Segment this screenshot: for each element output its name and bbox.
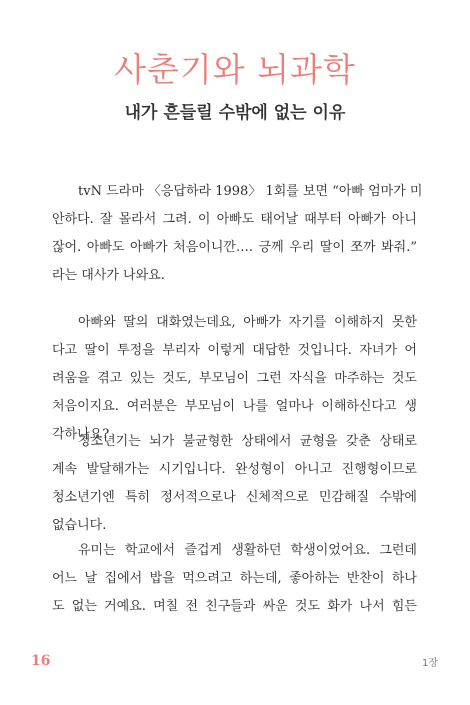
chapter-label: 1장 (421, 658, 438, 669)
text-line: 아빠와 딸의 대화였는데요, 아빠가 자기를 이해하지 못한 (78, 315, 417, 330)
text-line: tvN 드라마 〈응답하라 1998〉 1회를 보면 “아빠 엄마가 미 (78, 184, 423, 199)
page-title: 사춘기와 뇌과학 (114, 50, 356, 89)
paragraph-1 (52, 178, 423, 290)
paragraph-4 (52, 537, 417, 621)
paragraph-3 (52, 428, 417, 540)
text-line: 라는 대사가 나와요. (52, 268, 165, 283)
text-line: 잖어. 아빠도 아빠가 처음이니깐…. 긍께 우리 딸이 쪼까 봐줘.” (52, 240, 417, 255)
page-subtitle: 내가 흔들릴 수밖에 없는 이유 (124, 103, 346, 123)
text-line: 안하다. 잘 몰라서 그려. 이 아빠도 태어날 때부터 아빠가 아니 (52, 212, 417, 227)
text-line: 각하나요? (52, 427, 110, 442)
text-line: 도 없는 거예요. 며칠 전 친구들과 싸운 것도 화가 나서 힘든 (52, 599, 417, 614)
text-line: 유미는 학교에서 즐겁게 생활하던 학생이었어요. 그런데 (78, 543, 417, 558)
text-line: 려움을 겪고 있는 것도, 부모님이 그런 자식을 마주하는 것도 (52, 371, 417, 386)
text-line: 어느 날 집에서 밥을 먹으려고 하는데, 좋아하는 반찬이 하나 (52, 571, 417, 586)
text-line: 없습니다. (52, 518, 107, 533)
text-line: 다고 딸이 투정을 부리자 이렇게 대답한 것입니다. 자녀가 어 (52, 343, 417, 358)
text-line: 청소년기엔 특히 정서적으로나 신체적으로 민감해질 수밖에 (52, 490, 417, 505)
text-line: 계속 발달해가는 시기입니다. 완성형이 아니고 진행형이므로 (52, 462, 417, 477)
text-line: 청소년기는 뇌가 불균형한 상태에서 균형을 갖춘 상태로 (78, 434, 417, 449)
text-line: 처음이지요. 여러분은 부모님이 나를 얼마나 이해하신다고 생 (52, 399, 417, 414)
page-number: 16 (31, 653, 51, 669)
